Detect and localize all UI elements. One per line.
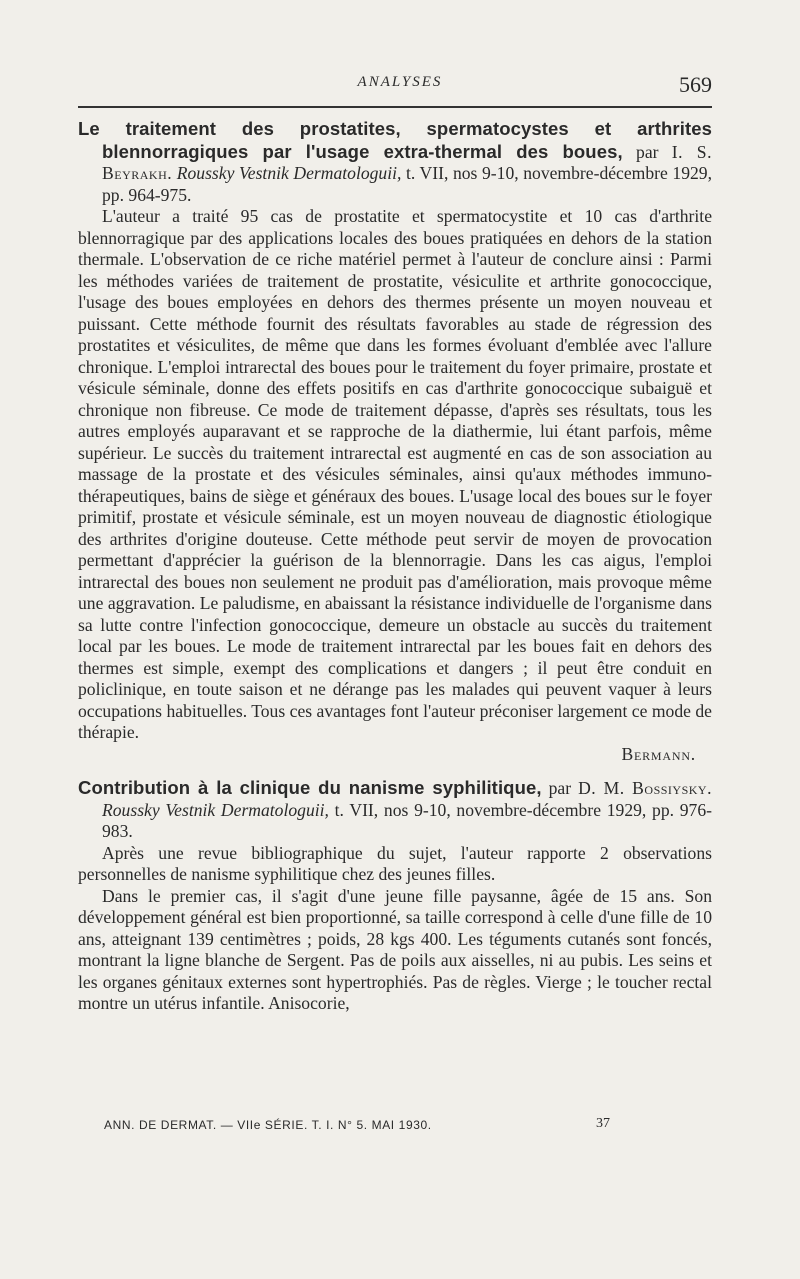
paragraph: Après une revue bibliographique du sujet, l'auteur rapporte 2 observations personnelles de nanisme syphilitique chez des jeunes filles. (78, 842, 712, 884)
article-heading (78, 118, 712, 206)
journal-name: Rousskу Vestnik Dermatologuii, (102, 799, 329, 820)
header-rule (78, 106, 712, 108)
article-prostatites (78, 118, 712, 765)
paragraph: L'auteur a traité 95 cas de prostatite et spermatocystite et 10 cas d'arthrite blennorragique par des applications locales des boues pratiquées en dehors de la station thermale. L'observation de ce riche matériel permet à l'auteur de conclure ainsi : Parmi les méthodes variées de traitement de prostatite, vésiculite et arthrite gonococcique, l'usage des boues employées en dehors des thermes présente un moyen nouveau et puissant. Cette méthode fournit des résultats favorables au stade de régression des prostatites et vésiculites, de même que dans les formes évoluant d'emblée avec l'allure chronique. L'emploi intrarectal des boues pour le traitement du foyer primaire, prostate et vésicule séminale, donne des effets positifs en cas d'arthrite gonococcique subaiguë et chronique non fibreuse. Ce mode de traitement dépasse, d'après ses résultats, tous les autres employés auparavant et se rapproche de la diathermie, lui étant parfois, même supérieur. Le succès du traitement intrarectal est augmenté en cas de son association au massage de la prostate et des vésicules séminales, ainsi qu'aux méthodes immuno-thérapeutiques, bains de siège et généraux des boues. L'usage local des boues sur le foyer primitif, prostate et vésicule séminale, est un moyen nouveau de diagnostic étiologique des arthrites d'origine douteuse. Cette méthode peut servir de moyen de provocation permettant d'apprécier la guérison de la blennorragie. Dans les cas aigus, l'emploi intrarectal des boues non seulement ne produit pas d'amélioration, mais provoque même une aggravation. Le paludisme, en abaissant la résistance individuelle de l'organisme dans sa lutte contre l'infection gonococcique, demeure un obstacle au succès du traitement local par les boues. Le mode de traitement intrarectal par les boues fait en dehors des thermes est simple, exempt des complications et dangers ; il peut être conduit en policlinique, en toute saison et ne dérange pas les malades qui peuvent vaquer à leurs occupations habituelles. Tous ces avantages font l'auteur préconiser largement ce mode de thérapie. (78, 206, 712, 742)
citation: t. VII, nos 9-10, novembre-décembre 1929, pp. 976-983. (102, 799, 713, 841)
article-heading (78, 777, 712, 843)
article-author: I. S. Beyrakh. (102, 141, 712, 183)
article-title: Contribution à la clinique du nanisme syphilitique, (78, 777, 542, 798)
article-title: Le traitement des prostatites, spermatocystes et arthrites blennorragiques par l'usage extra-thermal des boues, (78, 118, 712, 162)
page-number: 569 (679, 72, 712, 97)
article-author: D. M. Bossiysky. (578, 778, 712, 798)
page-body (78, 118, 712, 1027)
signature-number: 37 (596, 1116, 610, 1131)
running-title: ANALYSES (357, 74, 443, 90)
article-nanisme (78, 777, 712, 1015)
by-word: par (636, 141, 659, 162)
journal-name: Rousskу Vestnik Dermatologuii, (176, 163, 402, 183)
paragraph: Dans le premier cas, il s'agit d'une jeune fille paysanne, âgée de 15 ans. Son développement général est bien proportionné, sa taille correspond à celle d'une fille de 10 ans, atteignant 139 centimètres ; poids, 28 kgs 400. Les téguments cutanés sont foncés, montrant la ligne blanche de Sergent. Pas de poils aux aisselles, ni au pubis. Les seins et les organes génitaux externes sont hypertrophiés. Pas de règles. Vierge ; le toucher rectal montre un utérus infantile. Anisocorie, (78, 885, 712, 1013)
reviewer-signature: Bermann. (621, 743, 696, 764)
by-word: par (548, 778, 572, 798)
footer-line: ANN. DE DERMAT. — VIIe SÉRIE. T. I. N° 5. MAI 1930. (104, 1118, 432, 1132)
citation: t. VII, nos 9-10, novembre-décembre 1929, pp. 964-975. (102, 163, 712, 205)
